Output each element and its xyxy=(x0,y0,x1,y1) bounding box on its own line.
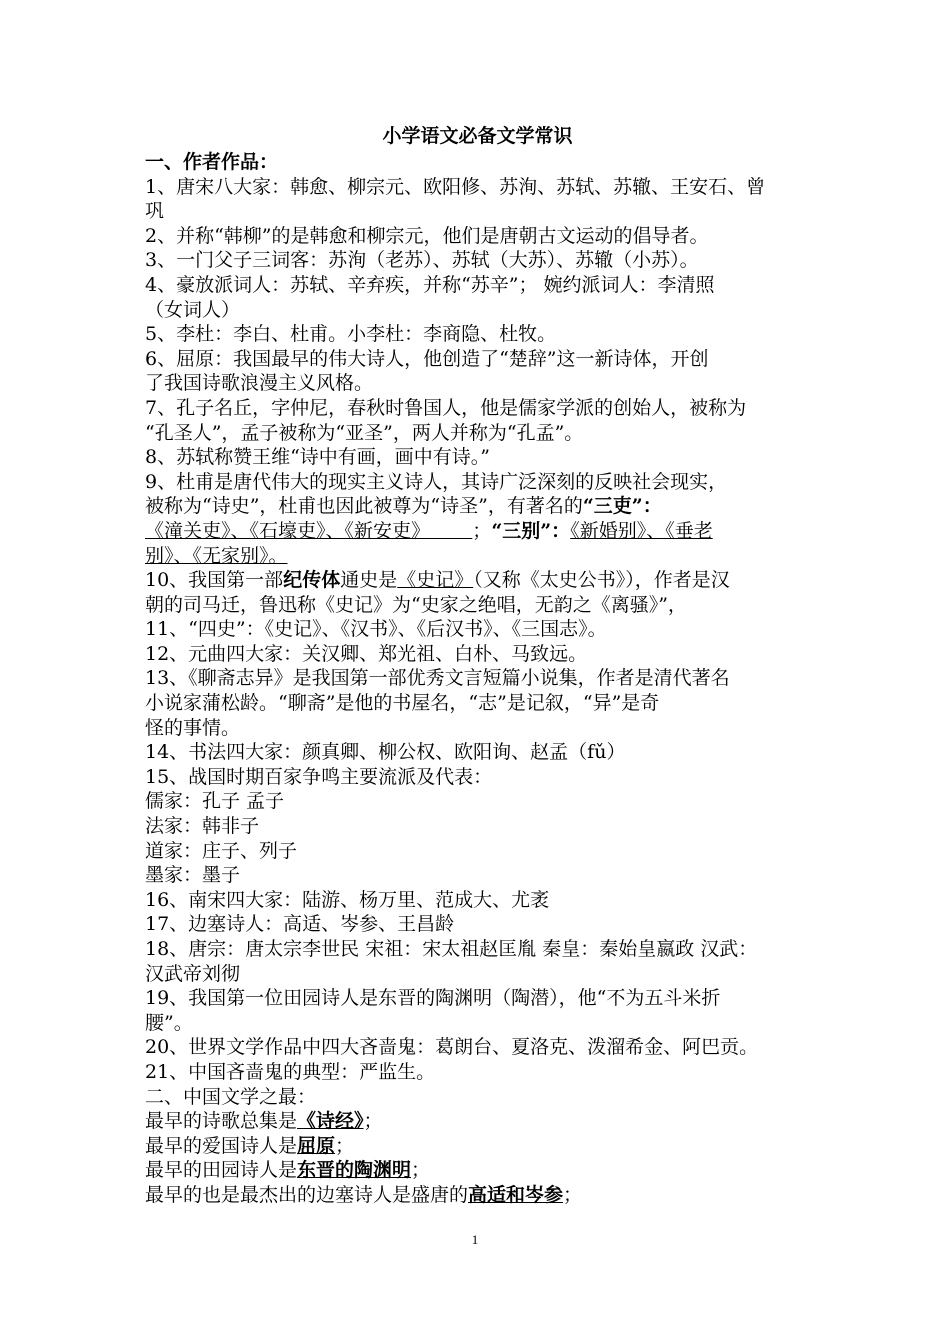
school-confucian: 儒家：孔子 孟子 xyxy=(145,790,285,813)
school-taoist: 道家：庄子、列子 xyxy=(145,839,298,862)
item-21: 21、中国吝啬鬼的典型：严监生。 xyxy=(145,1060,436,1083)
underline-pad xyxy=(430,520,472,542)
first-item xyxy=(145,1183,810,1208)
item-17: 17、边塞诗人：高适、岑参、王昌龄 xyxy=(145,913,455,936)
semicolon: ； xyxy=(472,519,492,542)
item-7-cont: “孔圣人”，孟子被称为“亚圣”，两人并称为“孔孟”。 xyxy=(145,421,584,444)
item-6: 6、屈原：我国最早的伟大诗人，他创造了“楚辞”这一新诗体，开创 xyxy=(145,347,709,370)
item-6-cont: 了我国诗歌浪漫主义风格。 xyxy=(145,372,374,395)
item-13-cont2: 怪的事情。 xyxy=(145,716,241,739)
section-heading-authors: 一、作者作品： xyxy=(145,151,279,173)
item-13: 13、《聊斋志异》是我国第一部优秀文言短篇小说集，作者是清代著名 xyxy=(145,667,730,690)
item-2: 2、并称“韩柳”的是韩愈和柳宗元，他们是唐朝古文运动的倡导者。 xyxy=(145,224,709,247)
item-10 xyxy=(145,568,810,593)
first-item-text: 最早的诗歌总集是 xyxy=(145,1110,298,1133)
item-18: 18、唐宗：唐太宗李世民 宋祖：宋太祖赵匡胤 秦皇：秦始皇嬴政 汉武： xyxy=(145,938,758,960)
item-8: 8、苏轼称赞王维“诗中有画，画中有诗。” xyxy=(145,446,491,469)
first-item-value: 屈原 xyxy=(297,1134,336,1157)
item-4: 4、豪放派词人：苏轼、辛弃疾，并称“苏辛”； 婉约派词人：李清照 xyxy=(145,273,715,296)
item-10-cont: 朝的司马迁，鲁迅称《史记》为“史家之绝唱，无韵之《离骚》”， xyxy=(145,593,687,616)
item-16: 16、南宋四大家：陆游、杨万里、范成大、尤袤 xyxy=(145,888,550,911)
school-legalist: 法家：韩非子 xyxy=(145,815,260,838)
item-1: 1、唐宋八大家：韩愈、柳宗元、欧阳修、苏洵、苏轼、苏辙、王安石、曾 xyxy=(145,175,766,198)
first-item-text: 最早的爱国诗人是 xyxy=(145,1134,298,1157)
item-4-cont: （女词人） xyxy=(145,298,241,321)
item-13-cont: 小说家蒲松龄。“聊斋”是他的书屋名，“志”是记叙，“异”是奇 xyxy=(145,692,660,715)
item-9-works-cont: 别》、《无家别》。 xyxy=(145,544,288,567)
item-3: 3、一门父子三词客：苏洵（老苏）、苏轼（大苏）、苏辙（小苏）。 xyxy=(145,249,699,272)
three-officials-titles: 《潼关吏》、《石壕吏》、《新安吏》 xyxy=(145,519,431,542)
first-item-text: 最早的田园诗人是 xyxy=(145,1159,298,1182)
three-officials-label: “三吏” xyxy=(582,495,643,518)
first-item-punct: ； xyxy=(335,1134,355,1157)
item-9: 9、杜甫是唐代伟大的现实主义诗人，其诗广泛深刻的反映社会现实， xyxy=(145,470,728,493)
first-item xyxy=(145,1109,810,1134)
first-item-value: 东晋的陶渊明 xyxy=(297,1159,412,1182)
three-farewells-colon: ： xyxy=(551,519,571,542)
page-number: 1 xyxy=(471,1232,479,1247)
biography-style-label: 纪传体 xyxy=(283,569,341,592)
first-item xyxy=(145,1158,810,1183)
item-14: 14、书法四大家：颜真卿、柳公权、欧阳询、赵孟（fǔ） xyxy=(145,741,626,764)
first-item-punct: ； xyxy=(363,1110,383,1133)
item-10-mid: 通史是 xyxy=(340,569,398,592)
item-10-post: （又称《太史公书》），作者是汉 xyxy=(473,569,730,592)
item-9-text: 被称为“诗史”，杜甫也因此被尊为“诗圣”，有著名的 xyxy=(145,495,583,518)
first-item-value: 高适和岑参 xyxy=(468,1183,564,1206)
document-page xyxy=(145,122,810,1208)
item-7: 7、孔子名丘，字仲尼，春秋时鲁国人，他是儒家学派的创始人，被称为 xyxy=(145,396,747,419)
first-item-punct: ； xyxy=(411,1159,431,1182)
first-item-value: 《诗经》 xyxy=(297,1110,364,1133)
three-farewells-works: 《新婚别》、《垂老 xyxy=(570,519,713,542)
item-9-works xyxy=(145,519,810,544)
document-title: 小学语文必备文学常识 xyxy=(382,125,573,147)
three-farewells-label: “三别” xyxy=(491,519,552,542)
school-mohist: 墨家：墨子 xyxy=(145,864,241,887)
shiji-title: 《史记》 xyxy=(397,569,474,592)
item-15: 15、战国时期百家争鸣主要流派及代表： xyxy=(145,765,493,788)
item-18-cont: 汉武帝刘彻 xyxy=(145,962,241,985)
item-5: 5、李杜：李白、杜甫。小李杜：李商隐、杜牧。 xyxy=(145,323,557,346)
item-19: 19、我国第一位田园诗人是东晋的陶渊明（陶潜），他“不为五斗米折 xyxy=(145,987,721,1010)
three-officials-works xyxy=(145,520,472,542)
item-11: 11、“四史”：《史记》、《汉书》、《后汉书》、《三国志》。 xyxy=(145,618,607,641)
three-officials-colon: ： xyxy=(642,495,662,518)
item-10-pre: 10、我国第一部 xyxy=(145,569,284,592)
item-1-cont: 巩 xyxy=(145,200,165,223)
item-19-cont: 腰”。 xyxy=(145,1011,193,1034)
first-item-punct: ； xyxy=(563,1183,583,1206)
section-heading-firsts: 二、中国文学之最： xyxy=(145,1085,317,1108)
item-20: 20、世界文学作品中四大吝啬鬼：葛朗台、夏洛克、泼溜希金、阿巴贡。 xyxy=(145,1036,759,1059)
item-12: 12、元曲四大家：关汉卿、郑光祖、白朴、马致远。 xyxy=(145,642,588,665)
item-9-cont xyxy=(145,494,810,519)
first-item xyxy=(145,1134,810,1159)
first-item-text: 最早的也是最杰出的边塞诗人是盛唐的 xyxy=(145,1183,469,1206)
